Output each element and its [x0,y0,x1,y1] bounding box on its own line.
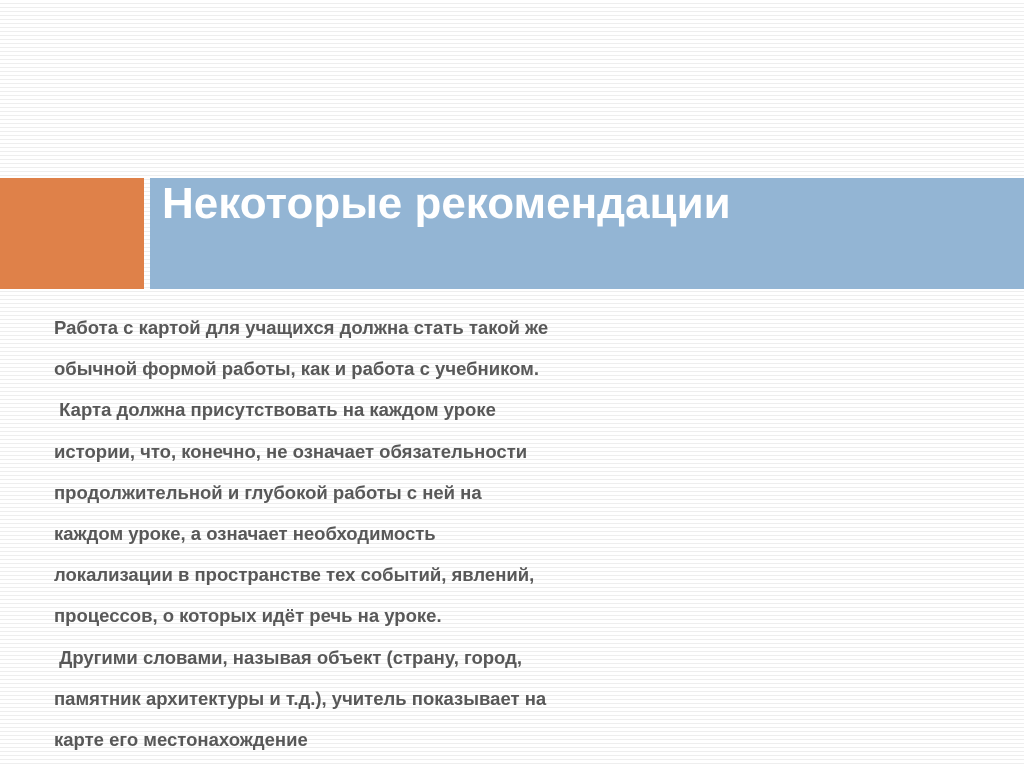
body-line: процессов, о которых идёт речь на уроке. [54,605,442,627]
body-line: обычной формой работы, как и работа с учебником. [54,358,539,380]
slide-title: Некоторые рекомендации [162,179,731,228]
body-line: каждом уроке, а означает необходимость [54,523,436,545]
body-line: Карта должна присутствовать на каждом уроке [54,399,496,421]
body-line: памятник архитектуры и т.д.), учитель показывает на [54,687,547,709]
body-line: локализации в пространстве тех событий, явлений, [54,564,535,586]
body-line: Другими словами, называя объект (страну, город, [54,646,523,668]
orange-accent-block [0,178,144,289]
body-line: продолжительной и глубокой работы с ней на [54,481,482,503]
body-line: карте его местонахождение [54,729,308,751]
body-line: Работа с картой для учащихся должна стать такой же [54,317,549,338]
slide-body-text [54,307,694,760]
body-line: истории, что, конечно, не означает обязательности [54,440,528,462]
